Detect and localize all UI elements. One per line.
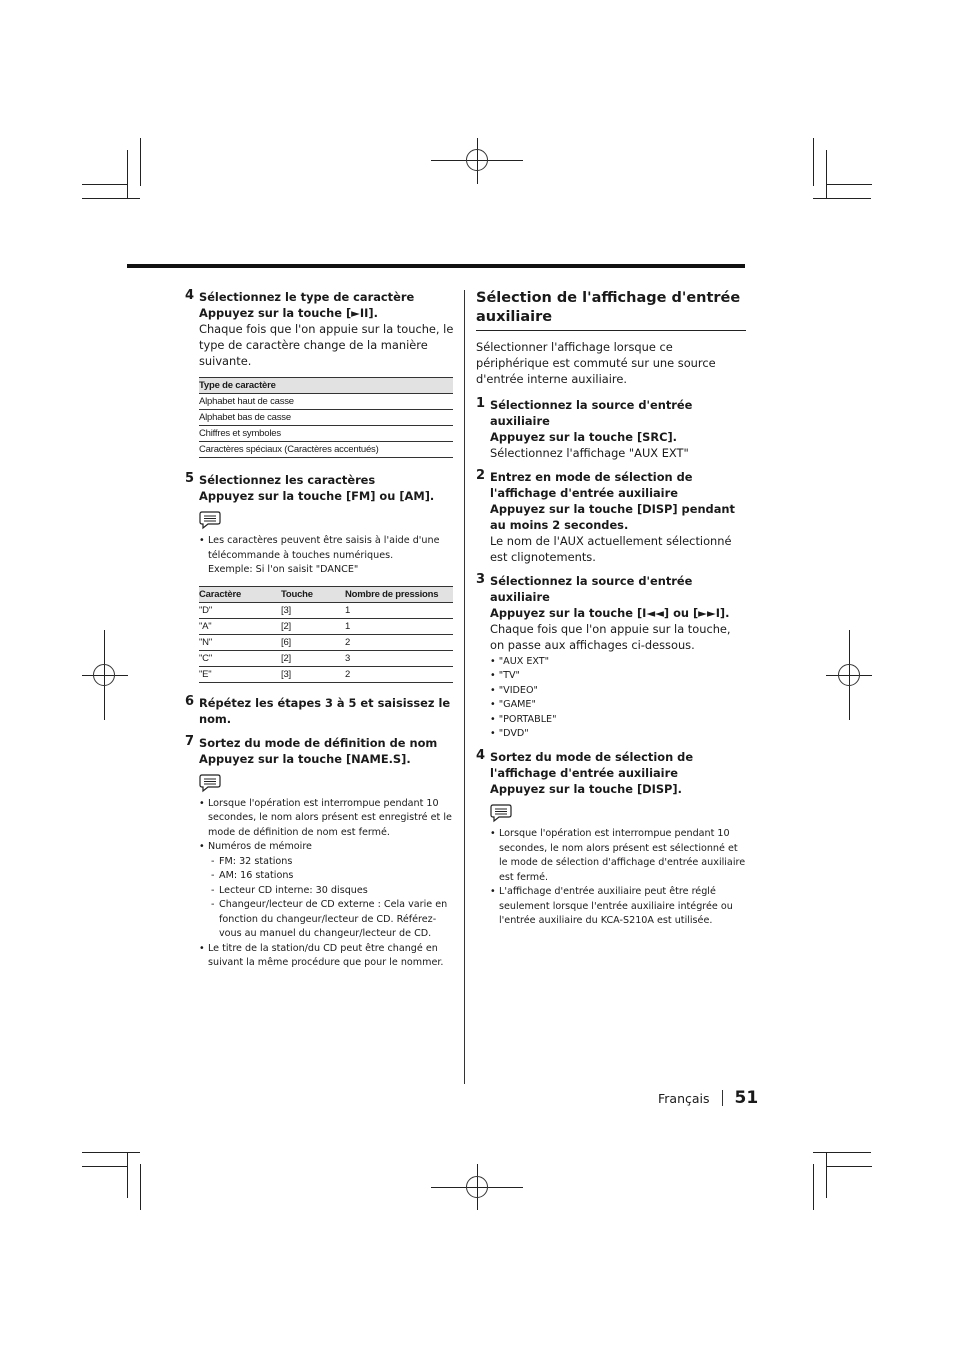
note-icon [199, 773, 221, 793]
right-column [476, 289, 746, 929]
list-item: - Lecteur CD interne: 30 disques [211, 884, 455, 899]
note-icon [490, 803, 512, 823]
notes-list [185, 797, 455, 971]
list-item: • "GAME" [490, 698, 746, 712]
page-footer [658, 1087, 758, 1109]
section-title: Sélection de l'affichage d'entrée auxiliaire [476, 289, 746, 331]
step-number: 7 [185, 733, 195, 749]
table-header: Touche [281, 586, 345, 602]
language-label: Français [658, 1090, 710, 1106]
table-row: "D" [3] 1 [199, 602, 453, 618]
step-title: Sortez du mode de définition de nom [199, 735, 438, 750]
step-action: Appuyez sur la touche [NAME.S]. [199, 751, 411, 766]
list-item: • L'affichage d'entrée auxiliaire peut être réglé seulement lorsque l'entrée auxiliaire intégrée ou l'entrée auxiliaire du KCA-S210A est utilisée. [490, 885, 746, 929]
step-number: 3 [476, 572, 486, 587]
table-header: Nombre de pressions [345, 586, 453, 602]
step-action: Appuyez sur la touche [SRC]. [490, 430, 678, 444]
footer-separator [722, 1090, 723, 1106]
step-action: Appuyez sur la touche [DISP]. [490, 782, 682, 797]
step-description: Chaque fois que l'on appuie sur la touche, on passe aux affichages ci-dessous. [490, 622, 731, 652]
memory-list [208, 855, 455, 942]
step-action: Appuyez sur la touche [►II]. [199, 306, 378, 320]
step-number: 6 [185, 693, 195, 709]
table-row: Alphabet bas de casse [199, 410, 453, 426]
table-header: Type de caractère [199, 378, 453, 394]
step-1-right [476, 397, 746, 461]
step-number: 4 [476, 748, 486, 764]
table-row: Chiffres et symboles [199, 426, 453, 442]
list-item: • Lorsque l'opération est interrompue pendant 10 secondes, le nom alors présent est sélectionné et le mode de sélection d'affichage d'entrée auxiliaire est fermé. [490, 827, 746, 885]
list-item: • Lorsque l'opération est interrompue pendant 10 secondes, le nom alors présent est enregistré et le mode de définition de nom est fermé. [199, 797, 455, 841]
list-item: • "VIDEO" [490, 684, 746, 698]
step-title: Répétez les étapes 3 à 5 et saisissez le nom. [199, 695, 451, 726]
table-header: Caractère [199, 586, 281, 602]
step-description: Le nom de l'AUX actuellement sélectionné est clignotements. [490, 534, 732, 564]
table-row: "C" [2] 3 [199, 650, 453, 666]
notes-list [185, 534, 455, 578]
header-rule [127, 264, 745, 268]
list-item: • "AUX EXT" [490, 655, 746, 669]
table-row: "A" [2] 1 [199, 618, 453, 634]
dance-example-table [199, 586, 453, 683]
list-item: • Les caractères peuvent être saisis à l'aide d'une télécommande à touches numériques. Exemple: Si l'on saisit "DANCE" [199, 534, 455, 578]
step-3-right [476, 573, 746, 741]
step-number: 2 [476, 468, 486, 483]
list-item: - AM: 16 stations [211, 869, 455, 884]
step-number: 1 [476, 396, 486, 411]
list-item: - Changeur/lecteur de CD externe : Cela varie en fonction du changeur/lecteur de CD. Référez-vous au manuel du changeur/lecteur de CD. [211, 898, 455, 942]
step-action: Appuyez sur la touche [FM] ou [AM]. [199, 489, 435, 503]
step-4-left [185, 289, 455, 369]
step-number: 5 [185, 471, 195, 486]
list-item: • "PORTABLE" [490, 713, 746, 727]
column-divider [464, 290, 465, 1084]
intro-text: Sélectionner l'affichage lorsque ce périphérique est commuté sur une source d'entrée interne auxiliaire. [476, 340, 716, 386]
list-item: • Le titre de la station/du CD peut être changé en suivant la même procédure que pour le nommer. [199, 942, 455, 971]
table-row: Alphabet haut de casse [199, 394, 453, 410]
character-type-table [199, 377, 453, 458]
note-icon [199, 510, 221, 530]
display-list [490, 655, 746, 741]
step-title: Sélectionnez la source d'entrée auxiliaire [490, 398, 693, 428]
table-row: "N" [6] 2 [199, 634, 453, 650]
step-4-right [476, 749, 746, 797]
step-number: 4 [185, 288, 195, 303]
example-text: Exemple: Si l'on saisit "DANCE" [208, 564, 359, 575]
step-5-left [185, 472, 455, 504]
step-description: Sélectionnez l'affichage "AUX EXT" [490, 446, 689, 460]
list-item: • "DVD" [490, 727, 746, 741]
step-action: Appuyez sur la touche [I◄◄] ou [►►I]. [490, 606, 730, 620]
step-title: Sélectionnez les caractères [199, 473, 376, 487]
step-7-left [185, 735, 455, 767]
list-item: • Numéros de mémoire - FM: 32 stations - AM: 16 stations - Lecteur CD interne: 30 disques - Changeur/lecteur de CD externe : Cela varie en fonction du changeur/lecteur de CD. Référez-vous au manuel du changeur/lecteur de CD. [199, 840, 455, 942]
step-title: Sélectionnez la source d'entrée auxiliaire [490, 574, 693, 604]
table-row: Caractères spéciaux (Caractères accentués) [199, 442, 453, 458]
list-item: • "TV" [490, 669, 746, 683]
left-column [185, 289, 455, 971]
step-title: Entrez en mode de sélection de l'affichage d'entrée auxiliaire [490, 470, 693, 500]
step-description: Chaque fois que l'on appuie sur la touche, le type de caractère change de la manière suivante. [199, 322, 454, 368]
list-item: - FM: 32 stations [211, 855, 455, 870]
step-6-left [185, 695, 455, 727]
table-row: "E" [3] 2 [199, 666, 453, 682]
step-2-right [476, 469, 746, 565]
page-number: 51 [734, 1088, 759, 1108]
step-action: Appuyez sur la touche [DISP] pendant au moins 2 secondes. [490, 502, 735, 532]
notes-list [476, 827, 746, 929]
step-title: Sélectionnez le type de caractère [199, 290, 415, 304]
step-title: Sortez du mode de sélection de l'affichage d'entrée auxiliaire [490, 750, 694, 781]
